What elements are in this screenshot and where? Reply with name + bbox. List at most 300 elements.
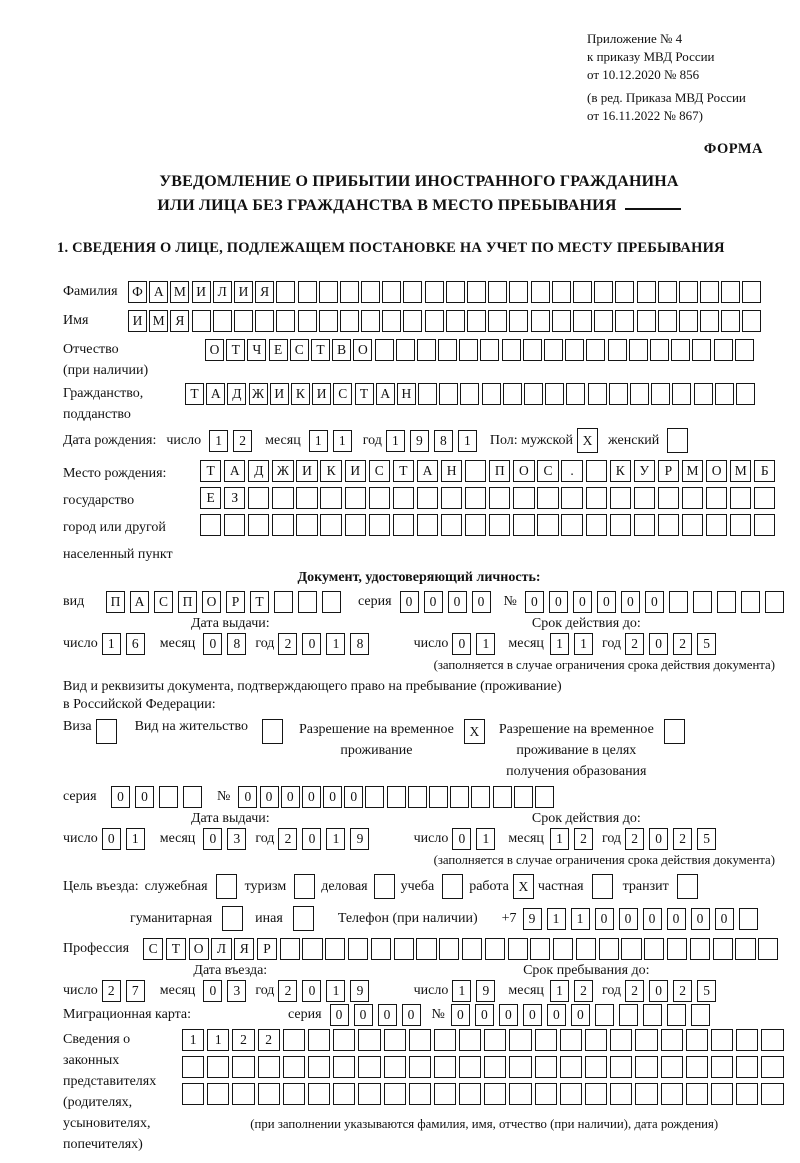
char-cell[interactable] <box>467 281 486 303</box>
char-cell[interactable]: 0 <box>424 591 443 613</box>
char-cell[interactable] <box>667 428 688 453</box>
char-cell[interactable]: 0 <box>472 591 491 613</box>
char-cell[interactable]: 1 <box>571 908 590 930</box>
char-cell[interactable] <box>686 1083 708 1105</box>
char-cell[interactable]: 0 <box>135 786 154 808</box>
char-cell[interactable] <box>283 1029 305 1051</box>
char-cell[interactable]: 1 <box>326 980 345 1002</box>
char-cell[interactable] <box>459 339 478 361</box>
char-cell[interactable]: Т <box>355 383 374 405</box>
char-cell[interactable] <box>369 514 390 536</box>
char-cell[interactable]: 0 <box>302 786 321 808</box>
char-cell[interactable] <box>560 1056 582 1078</box>
char-cell[interactable]: 0 <box>452 633 471 655</box>
char-cell[interactable]: 2 <box>102 980 121 1002</box>
char-cell[interactable] <box>465 460 486 482</box>
char-cell[interactable] <box>272 514 293 536</box>
char-cell[interactable] <box>700 310 719 332</box>
char-cell[interactable]: Т <box>393 460 414 482</box>
char-cell[interactable]: 1 <box>452 980 471 1002</box>
char-cell[interactable] <box>502 339 521 361</box>
char-cell[interactable] <box>754 487 775 509</box>
char-cell[interactable] <box>298 310 317 332</box>
char-cell[interactable]: 0 <box>621 591 640 613</box>
residence-permit-checkbox[interactable] <box>262 719 283 744</box>
char-cell[interactable]: И <box>345 460 366 482</box>
char-cell[interactable]: 0 <box>260 786 279 808</box>
char-cell[interactable]: 0 <box>523 1004 542 1026</box>
char-cell[interactable]: М <box>730 460 751 482</box>
char-cell[interactable] <box>333 1083 355 1105</box>
char-cell[interactable] <box>340 281 359 303</box>
char-cell[interactable]: И <box>270 383 289 405</box>
char-cell[interactable] <box>213 310 232 332</box>
char-cell[interactable] <box>450 786 469 808</box>
char-cell[interactable] <box>489 487 510 509</box>
char-cell[interactable]: 9 <box>410 430 429 452</box>
char-cell[interactable] <box>365 786 384 808</box>
char-cell[interactable] <box>296 487 317 509</box>
char-cell[interactable] <box>686 1056 708 1078</box>
char-cell[interactable]: Т <box>311 339 330 361</box>
char-cell[interactable]: Я <box>234 938 254 960</box>
char-cell[interactable]: Т <box>200 460 221 482</box>
char-cell[interactable] <box>394 938 414 960</box>
char-cell[interactable] <box>717 591 736 613</box>
female-checkbox[interactable] <box>667 428 688 453</box>
char-cell[interactable]: 0 <box>111 786 130 808</box>
char-cell[interactable] <box>552 310 571 332</box>
char-cell[interactable]: О <box>513 460 534 482</box>
char-cell[interactable] <box>692 339 711 361</box>
char-cell[interactable] <box>485 938 505 960</box>
char-cell[interactable]: 3 <box>227 980 246 1002</box>
char-cell[interactable]: 0 <box>302 980 321 1002</box>
char-cell[interactable]: 0 <box>302 633 321 655</box>
char-cell[interactable] <box>667 938 687 960</box>
char-cell[interactable] <box>658 514 679 536</box>
char-cell[interactable] <box>369 487 390 509</box>
char-cell[interactable]: 0 <box>649 980 668 1002</box>
char-cell[interactable]: 0 <box>597 591 616 613</box>
char-cell[interactable] <box>409 1056 431 1078</box>
char-cell[interactable] <box>509 1056 531 1078</box>
char-cell[interactable] <box>711 1029 733 1051</box>
char-cell[interactable] <box>232 1083 254 1105</box>
char-cell[interactable] <box>322 591 341 613</box>
char-cell[interactable]: 1 <box>326 828 345 850</box>
char-cell[interactable] <box>531 310 550 332</box>
char-cell[interactable] <box>630 383 649 405</box>
char-cell[interactable] <box>595 1004 614 1026</box>
char-cell[interactable] <box>274 591 293 613</box>
char-cell[interactable] <box>293 906 314 931</box>
char-cell[interactable] <box>459 1083 481 1105</box>
char-cell[interactable]: 1 <box>386 430 405 452</box>
char-cell[interactable] <box>482 383 501 405</box>
char-cell[interactable] <box>345 487 366 509</box>
char-cell[interactable] <box>283 1083 305 1105</box>
char-cell[interactable] <box>255 310 274 332</box>
char-cell[interactable] <box>537 487 558 509</box>
char-cell[interactable] <box>417 487 438 509</box>
char-cell[interactable] <box>711 1056 733 1078</box>
char-cell[interactable] <box>488 281 507 303</box>
char-cell[interactable]: Т <box>226 339 245 361</box>
purpose-tourism-checkbox[interactable] <box>294 874 315 899</box>
char-cell[interactable] <box>216 874 237 899</box>
char-cell[interactable]: 0 <box>451 1004 470 1026</box>
char-cell[interactable] <box>650 339 669 361</box>
char-cell[interactable] <box>637 310 656 332</box>
char-cell[interactable] <box>608 339 627 361</box>
char-cell[interactable]: 0 <box>330 1004 349 1026</box>
char-cell[interactable] <box>320 487 341 509</box>
char-cell[interactable] <box>446 281 465 303</box>
char-cell[interactable]: А <box>417 460 438 482</box>
char-cell[interactable] <box>480 339 499 361</box>
char-cell[interactable]: А <box>376 383 395 405</box>
char-cell[interactable]: 2 <box>258 1029 280 1051</box>
purpose-work-checkbox[interactable] <box>513 874 534 899</box>
char-cell[interactable]: И <box>296 460 317 482</box>
char-cell[interactable]: 0 <box>649 828 668 850</box>
char-cell[interactable] <box>439 383 458 405</box>
purpose-official-checkbox[interactable] <box>216 874 237 899</box>
char-cell[interactable] <box>513 514 534 536</box>
char-cell[interactable] <box>484 1083 506 1105</box>
char-cell[interactable] <box>276 281 295 303</box>
char-cell[interactable] <box>471 786 490 808</box>
char-cell[interactable]: С <box>369 460 390 482</box>
char-cell[interactable]: 0 <box>549 591 568 613</box>
char-cell[interactable] <box>553 938 573 960</box>
char-cell[interactable] <box>610 1083 632 1105</box>
char-cell[interactable] <box>594 310 613 332</box>
char-cell[interactable] <box>488 310 507 332</box>
char-cell[interactable] <box>348 938 368 960</box>
char-cell[interactable] <box>319 281 338 303</box>
char-cell[interactable] <box>409 1083 431 1105</box>
char-cell[interactable] <box>585 1056 607 1078</box>
purpose-humanitarian-checkbox[interactable] <box>222 906 243 931</box>
char-cell[interactable] <box>535 786 554 808</box>
char-cell[interactable]: О <box>706 460 727 482</box>
char-cell[interactable]: 0 <box>203 980 222 1002</box>
char-cell[interactable] <box>635 1083 657 1105</box>
purpose-other-checkbox[interactable] <box>293 906 314 931</box>
char-cell[interactable] <box>544 339 563 361</box>
char-cell[interactable] <box>742 310 761 332</box>
char-cell[interactable] <box>586 460 607 482</box>
char-cell[interactable] <box>425 310 444 332</box>
char-cell[interactable]: Б <box>754 460 775 482</box>
char-cell[interactable] <box>434 1083 456 1105</box>
char-cell[interactable]: 1 <box>547 908 566 930</box>
char-cell[interactable] <box>561 514 582 536</box>
char-cell[interactable] <box>560 1029 582 1051</box>
char-cell[interactable] <box>741 591 760 613</box>
char-cell[interactable] <box>730 514 751 536</box>
char-cell[interactable] <box>384 1083 406 1105</box>
char-cell[interactable] <box>207 1056 229 1078</box>
char-cell[interactable] <box>248 514 269 536</box>
char-cell[interactable]: 0 <box>323 786 342 808</box>
char-cell[interactable]: 0 <box>238 786 257 808</box>
temp-residence-checkbox[interactable] <box>464 719 485 744</box>
char-cell[interactable] <box>735 938 755 960</box>
char-cell[interactable] <box>393 514 414 536</box>
char-cell[interactable]: 0 <box>378 1004 397 1026</box>
char-cell[interactable] <box>736 1029 758 1051</box>
char-cell[interactable] <box>374 874 395 899</box>
char-cell[interactable]: 0 <box>595 908 614 930</box>
char-cell[interactable]: А <box>130 591 149 613</box>
char-cell[interactable] <box>671 339 690 361</box>
char-cell[interactable]: 1 <box>207 1029 229 1051</box>
char-cell[interactable]: 2 <box>278 633 297 655</box>
char-cell[interactable] <box>713 938 733 960</box>
char-cell[interactable]: X <box>513 874 534 899</box>
char-cell[interactable] <box>182 1083 204 1105</box>
char-cell[interactable] <box>358 1083 380 1105</box>
char-cell[interactable] <box>694 383 713 405</box>
char-cell[interactable] <box>661 1029 683 1051</box>
char-cell[interactable] <box>664 719 685 744</box>
char-cell[interactable]: 2 <box>625 633 644 655</box>
char-cell[interactable] <box>585 1083 607 1105</box>
char-cell[interactable] <box>637 281 656 303</box>
char-cell[interactable]: 5 <box>697 828 716 850</box>
char-cell[interactable]: О <box>205 339 224 361</box>
char-cell[interactable]: 0 <box>302 828 321 850</box>
char-cell[interactable] <box>446 310 465 332</box>
char-cell[interactable] <box>234 310 253 332</box>
char-cell[interactable]: 0 <box>281 786 300 808</box>
char-cell[interactable] <box>566 383 585 405</box>
char-cell[interactable] <box>643 1004 662 1026</box>
char-cell[interactable]: 1 <box>309 430 328 452</box>
char-cell[interactable] <box>382 310 401 332</box>
char-cell[interactable] <box>387 786 406 808</box>
char-cell[interactable] <box>679 310 698 332</box>
char-cell[interactable] <box>535 1083 557 1105</box>
char-cell[interactable] <box>509 281 528 303</box>
char-cell[interactable]: 0 <box>499 1004 518 1026</box>
char-cell[interactable]: 2 <box>233 430 252 452</box>
char-cell[interactable]: 2 <box>574 980 593 1002</box>
char-cell[interactable] <box>565 339 584 361</box>
char-cell[interactable] <box>375 339 394 361</box>
char-cell[interactable] <box>460 383 479 405</box>
char-cell[interactable] <box>484 1056 506 1078</box>
char-cell[interactable] <box>621 938 641 960</box>
char-cell[interactable] <box>441 514 462 536</box>
char-cell[interactable]: 1 <box>550 828 569 850</box>
purpose-private-checkbox[interactable] <box>592 874 613 899</box>
char-cell[interactable]: 2 <box>232 1029 254 1051</box>
char-cell[interactable] <box>735 339 754 361</box>
char-cell[interactable] <box>573 310 592 332</box>
char-cell[interactable]: 1 <box>550 980 569 1002</box>
char-cell[interactable] <box>308 1056 330 1078</box>
char-cell[interactable]: 1 <box>209 430 228 452</box>
char-cell[interactable]: X <box>577 428 598 453</box>
char-cell[interactable] <box>408 786 427 808</box>
char-cell[interactable] <box>409 1029 431 1051</box>
char-cell[interactable]: 5 <box>697 980 716 1002</box>
char-cell[interactable] <box>761 1029 783 1051</box>
char-cell[interactable]: 2 <box>673 633 692 655</box>
char-cell[interactable] <box>207 1083 229 1105</box>
char-cell[interactable]: 2 <box>673 828 692 850</box>
char-cell[interactable] <box>758 938 778 960</box>
char-cell[interactable]: 1 <box>126 828 145 850</box>
char-cell[interactable]: 1 <box>550 633 569 655</box>
char-cell[interactable] <box>560 1083 582 1105</box>
char-cell[interactable] <box>711 1083 733 1105</box>
char-cell[interactable] <box>531 281 550 303</box>
char-cell[interactable] <box>514 786 533 808</box>
char-cell[interactable] <box>384 1056 406 1078</box>
char-cell[interactable]: С <box>143 938 163 960</box>
char-cell[interactable]: 9 <box>350 828 369 850</box>
char-cell[interactable] <box>715 383 734 405</box>
char-cell[interactable]: Л <box>211 938 231 960</box>
char-cell[interactable] <box>276 310 295 332</box>
char-cell[interactable] <box>513 487 534 509</box>
char-cell[interactable]: 0 <box>203 828 222 850</box>
char-cell[interactable]: 0 <box>571 1004 590 1026</box>
char-cell[interactable]: И <box>312 383 331 405</box>
char-cell[interactable] <box>679 281 698 303</box>
male-checkbox[interactable] <box>577 428 598 453</box>
char-cell[interactable]: 0 <box>203 633 222 655</box>
char-cell[interactable]: М <box>682 460 703 482</box>
char-cell[interactable]: 1 <box>333 430 352 452</box>
char-cell[interactable] <box>467 310 486 332</box>
char-cell[interactable]: Р <box>226 591 245 613</box>
char-cell[interactable] <box>294 874 315 899</box>
char-cell[interactable] <box>258 1056 280 1078</box>
char-cell[interactable] <box>742 281 761 303</box>
purpose-study-checkbox[interactable] <box>442 874 463 899</box>
char-cell[interactable] <box>358 1029 380 1051</box>
char-cell[interactable] <box>635 1029 657 1051</box>
char-cell[interactable]: Ж <box>272 460 293 482</box>
char-cell[interactable] <box>523 339 542 361</box>
char-cell[interactable] <box>690 938 710 960</box>
char-cell[interactable] <box>706 514 727 536</box>
char-cell[interactable] <box>418 383 437 405</box>
char-cell[interactable] <box>333 1056 355 1078</box>
char-cell[interactable]: Д <box>248 460 269 482</box>
char-cell[interactable]: И <box>192 281 211 303</box>
char-cell[interactable]: У <box>634 460 655 482</box>
char-cell[interactable] <box>384 1029 406 1051</box>
char-cell[interactable]: 0 <box>667 908 686 930</box>
char-cell[interactable]: Н <box>397 383 416 405</box>
char-cell[interactable]: 6 <box>126 633 145 655</box>
char-cell[interactable]: 0 <box>649 633 668 655</box>
char-cell[interactable]: X <box>464 719 485 744</box>
char-cell[interactable] <box>585 1029 607 1051</box>
char-cell[interactable] <box>537 514 558 536</box>
char-cell[interactable]: П <box>178 591 197 613</box>
char-cell[interactable] <box>280 938 300 960</box>
char-cell[interactable] <box>340 310 359 332</box>
char-cell[interactable] <box>739 908 758 930</box>
char-cell[interactable] <box>459 1029 481 1051</box>
char-cell[interactable] <box>298 281 317 303</box>
char-cell[interactable] <box>283 1056 305 1078</box>
char-cell[interactable] <box>700 281 719 303</box>
char-cell[interactable] <box>442 874 463 899</box>
char-cell[interactable]: 9 <box>476 980 495 1002</box>
char-cell[interactable] <box>333 1029 355 1051</box>
purpose-transit-checkbox[interactable] <box>677 874 698 899</box>
char-cell[interactable] <box>677 874 698 899</box>
char-cell[interactable] <box>691 1004 710 1026</box>
char-cell[interactable] <box>545 383 564 405</box>
char-cell[interactable]: С <box>290 339 309 361</box>
char-cell[interactable] <box>736 1056 758 1078</box>
char-cell[interactable] <box>714 339 733 361</box>
char-cell[interactable] <box>438 339 457 361</box>
char-cell[interactable] <box>361 281 380 303</box>
char-cell[interactable] <box>493 786 512 808</box>
char-cell[interactable] <box>434 1029 456 1051</box>
char-cell[interactable]: 1 <box>476 828 495 850</box>
char-cell[interactable]: А <box>206 383 225 405</box>
char-cell[interactable]: 2 <box>574 828 593 850</box>
char-cell[interactable]: 2 <box>625 980 644 1002</box>
char-cell[interactable] <box>489 514 510 536</box>
char-cell[interactable] <box>761 1056 783 1078</box>
char-cell[interactable] <box>619 1004 638 1026</box>
char-cell[interactable] <box>417 514 438 536</box>
char-cell[interactable]: С <box>333 383 352 405</box>
char-cell[interactable]: 8 <box>227 633 246 655</box>
char-cell[interactable] <box>535 1029 557 1051</box>
char-cell[interactable] <box>761 1083 783 1105</box>
char-cell[interactable] <box>403 281 422 303</box>
char-cell[interactable] <box>721 310 740 332</box>
char-cell[interactable] <box>503 383 522 405</box>
char-cell[interactable] <box>358 1056 380 1078</box>
char-cell[interactable]: 0 <box>354 1004 373 1026</box>
char-cell[interactable] <box>248 487 269 509</box>
char-cell[interactable] <box>425 281 444 303</box>
char-cell[interactable] <box>615 281 634 303</box>
char-cell[interactable]: 0 <box>475 1004 494 1026</box>
char-cell[interactable]: 2 <box>673 980 692 1002</box>
char-cell[interactable]: И <box>234 281 253 303</box>
char-cell[interactable]: . <box>561 460 582 482</box>
char-cell[interactable]: 8 <box>350 633 369 655</box>
char-cell[interactable]: М <box>170 281 189 303</box>
char-cell[interactable]: Е <box>269 339 288 361</box>
char-cell[interactable]: Т <box>185 383 204 405</box>
char-cell[interactable]: Я <box>255 281 274 303</box>
char-cell[interactable]: В <box>332 339 351 361</box>
char-cell[interactable] <box>183 786 202 808</box>
char-cell[interactable] <box>667 1004 686 1026</box>
char-cell[interactable] <box>200 514 221 536</box>
char-cell[interactable] <box>599 938 619 960</box>
char-cell[interactable]: 1 <box>574 633 593 655</box>
char-cell[interactable]: 0 <box>645 591 664 613</box>
